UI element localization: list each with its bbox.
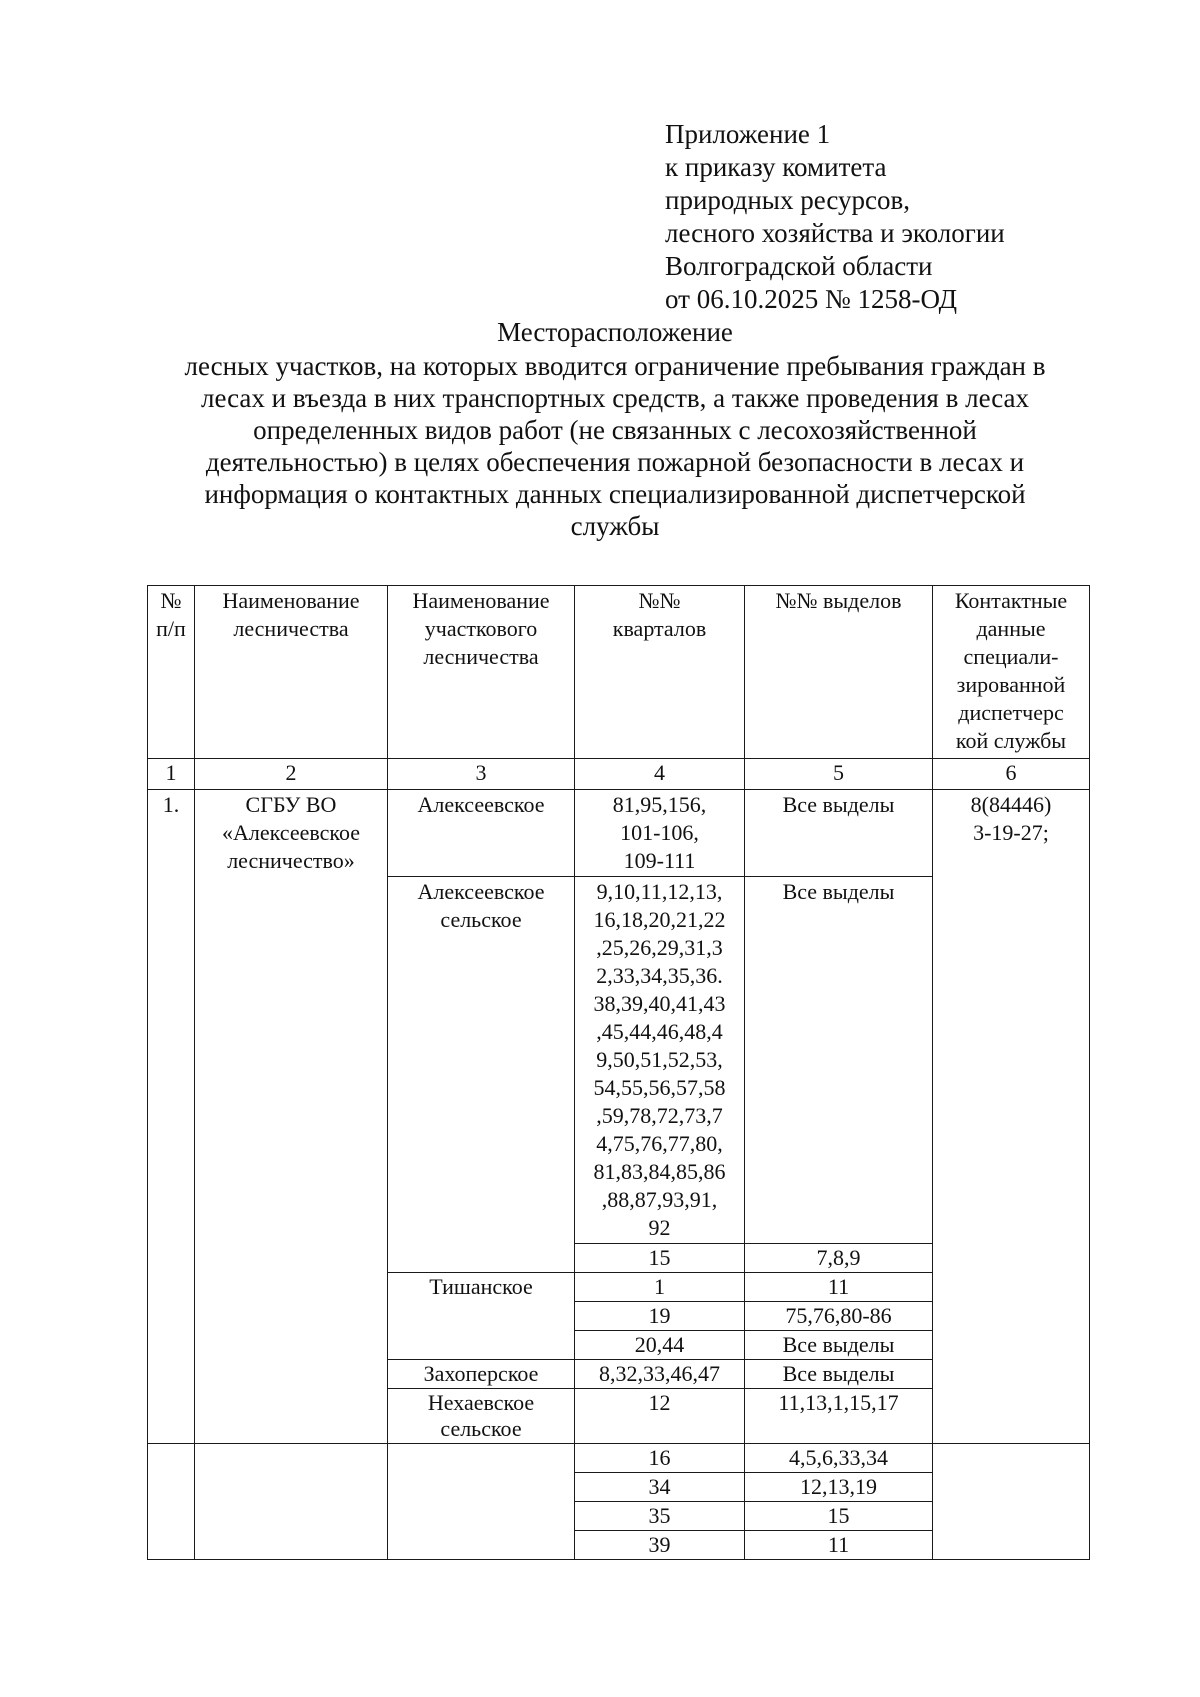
cell-line: 12: [648, 1390, 671, 1415]
cell-line: 38,39,40,41,43: [593, 991, 726, 1016]
header-cell-plots: [745, 586, 933, 759]
column-number: 2: [195, 759, 388, 790]
annex-line: от 06.10.2025 № 1258-ОД: [665, 284, 958, 314]
quarters-cell: [575, 1273, 745, 1302]
annex-line: лесного хозяйства и экологии: [665, 218, 1005, 248]
quarters-cell: 35: [575, 1502, 745, 1531]
contact-cell: [933, 1444, 1090, 1560]
plots-cell: Все выделы: [745, 1331, 933, 1360]
plots-cell: 11: [745, 1273, 933, 1302]
cell-line: 3-19-27;: [973, 820, 1049, 845]
cell-line: 2,33,34,35,36.: [596, 963, 723, 988]
subtitle-line: лесах и въезда в них транспортных средств, а также проведения в лесах: [200, 383, 1030, 413]
header-text: №№ выделов: [775, 588, 902, 613]
column-number: 1: [148, 759, 195, 790]
header-cell-contacts: [933, 586, 1090, 759]
header-text: зированной: [956, 672, 1066, 697]
cell-line: 15: [648, 1245, 671, 1270]
subtitle-line: службы: [570, 511, 660, 541]
subtitle-line: информация о контактных данных специализированной диспетчерской: [204, 479, 1026, 509]
column-number: 3: [388, 759, 575, 790]
header-text: кварталов: [612, 616, 707, 641]
forest-areas-table: [147, 585, 1090, 1560]
header-text: Контактные: [954, 588, 1068, 613]
header-cell-number: [148, 586, 195, 759]
header-text: диспетчерс: [958, 700, 1064, 725]
cell-line: 1: [654, 1274, 665, 1299]
header-text: кой службы: [955, 728, 1067, 753]
cell-line: 81,95,156,: [612, 792, 707, 817]
column-number: 4: [575, 759, 745, 790]
cell-line: лесничество»: [227, 848, 355, 873]
header-text: данные: [976, 616, 1046, 641]
annex-block: [665, 118, 1005, 316]
document-title: Месторасположение: [497, 317, 733, 347]
cell-line: 4,75,76,77,80,: [596, 1131, 723, 1156]
cell-line: Захоперское: [423, 1361, 539, 1386]
district-cell: [388, 1444, 575, 1560]
quarters-cell: [575, 1360, 745, 1389]
row-number-cell: 1.: [148, 790, 195, 1444]
cell-line: 109-111: [623, 848, 696, 873]
column-number-row: [148, 759, 1090, 790]
cell-line: ,59,78,72,73,7: [596, 1103, 723, 1128]
forestry-name-cell: [195, 790, 388, 1444]
header-cell-district: [388, 586, 575, 759]
cell-line: сельское: [440, 907, 522, 932]
plots-cell: 7,8,9: [745, 1244, 933, 1273]
annex-line: Приложение 1: [665, 119, 831, 149]
header-cell-quarters: [575, 586, 745, 759]
row-number-cell: [148, 1444, 195, 1560]
cell-line: 16,18,20,21,22: [593, 907, 726, 932]
plots-cell: 75,76,80-86: [745, 1302, 933, 1331]
plots-cell: 12,13,19: [745, 1473, 933, 1502]
subtitle-line: определенных видов работ (не связанных с лесохозяйственной: [253, 415, 977, 445]
document-subtitle: [150, 350, 1080, 542]
plots-cell: Все выделы: [745, 1360, 933, 1389]
column-number: 6: [933, 759, 1090, 790]
quarters-cell: [575, 1331, 745, 1360]
header-text: п/п: [156, 616, 186, 641]
district-cell: [388, 877, 575, 1273]
cell-line: Тишанское: [429, 1274, 533, 1299]
cell-line: ,25,26,29,31,3: [596, 935, 723, 960]
header-text: участкового: [424, 616, 538, 641]
cell-line: 8(84446): [970, 792, 1052, 817]
quarters-cell: [575, 877, 745, 1244]
forestry-name-cell: [195, 1444, 388, 1560]
plots-cell: 4,5,6,33,34: [745, 1444, 933, 1473]
subtitle-line: лесных участков, на которых вводится ограничение пребывания граждан в: [184, 351, 1046, 381]
plots-cell: 11: [745, 1531, 933, 1560]
table-row: [148, 1444, 1090, 1473]
cell-line: 81,83,84,85,86: [593, 1159, 726, 1184]
cell-line: 9,10,11,12,13,: [596, 879, 723, 904]
district-cell: [388, 1360, 575, 1389]
header-text: Наименование: [222, 588, 360, 613]
cell-line: 20,44: [634, 1332, 685, 1357]
header-text: лесничества: [233, 616, 349, 641]
subtitle-line: деятельностью) в целях обеспечения пожарной безопасности в лесах и: [205, 447, 1025, 477]
cell-line: Алексеевское: [417, 879, 545, 904]
quarters-cell: [575, 1302, 745, 1331]
quarters-cell: [575, 1389, 745, 1444]
header-text: лесничества: [423, 644, 539, 669]
cell-line: Нехаевское: [427, 1390, 535, 1415]
quarters-cell: 39: [575, 1531, 745, 1560]
cell-line: 92: [648, 1215, 671, 1240]
cell-line: ,88,87,93,91,: [601, 1187, 718, 1212]
table-header-row: [148, 586, 1090, 759]
header-text: №№: [638, 588, 681, 613]
table-row: [148, 790, 1090, 877]
cell-line: ,45,44,46,48,4: [596, 1019, 723, 1044]
annex-line: к приказу комитета: [665, 152, 887, 182]
plots-cell: Все выделы: [745, 877, 933, 1244]
cell-line: сельское: [440, 1416, 522, 1441]
header-text: специали-: [963, 644, 1059, 669]
header-cell-forestry: [195, 586, 388, 759]
cell-line: Алексеевское: [417, 792, 545, 817]
quarters-cell: 34: [575, 1473, 745, 1502]
district-cell: [388, 1389, 575, 1444]
plots-cell: 11,13,1,15,17: [745, 1389, 933, 1444]
cell-line: 54,55,56,57,58: [593, 1075, 726, 1100]
district-cell: [388, 1273, 575, 1360]
cell-line: 8,32,33,46,47: [599, 1361, 720, 1386]
contact-cell: [933, 790, 1090, 1444]
cell-line: «Алексеевское: [222, 820, 360, 845]
plots-cell: Все выделы: [745, 790, 933, 877]
header-text: Наименование: [412, 588, 550, 613]
cell-line: 19: [648, 1303, 671, 1328]
header-text: №: [160, 588, 182, 613]
quarters-cell: [575, 790, 745, 877]
quarters-cell: 16: [575, 1444, 745, 1473]
district-cell: [388, 790, 575, 877]
quarters-cell: [575, 1244, 745, 1273]
annex-line: природных ресурсов,: [665, 185, 910, 215]
annex-line: Волгоградской области: [665, 251, 933, 281]
cell-line: 9,50,51,52,53,: [596, 1047, 723, 1072]
column-number: 5: [745, 759, 933, 790]
plots-cell: 15: [745, 1502, 933, 1531]
cell-line: 101-106,: [620, 820, 699, 845]
cell-line: СГБУ ВО: [245, 792, 337, 817]
